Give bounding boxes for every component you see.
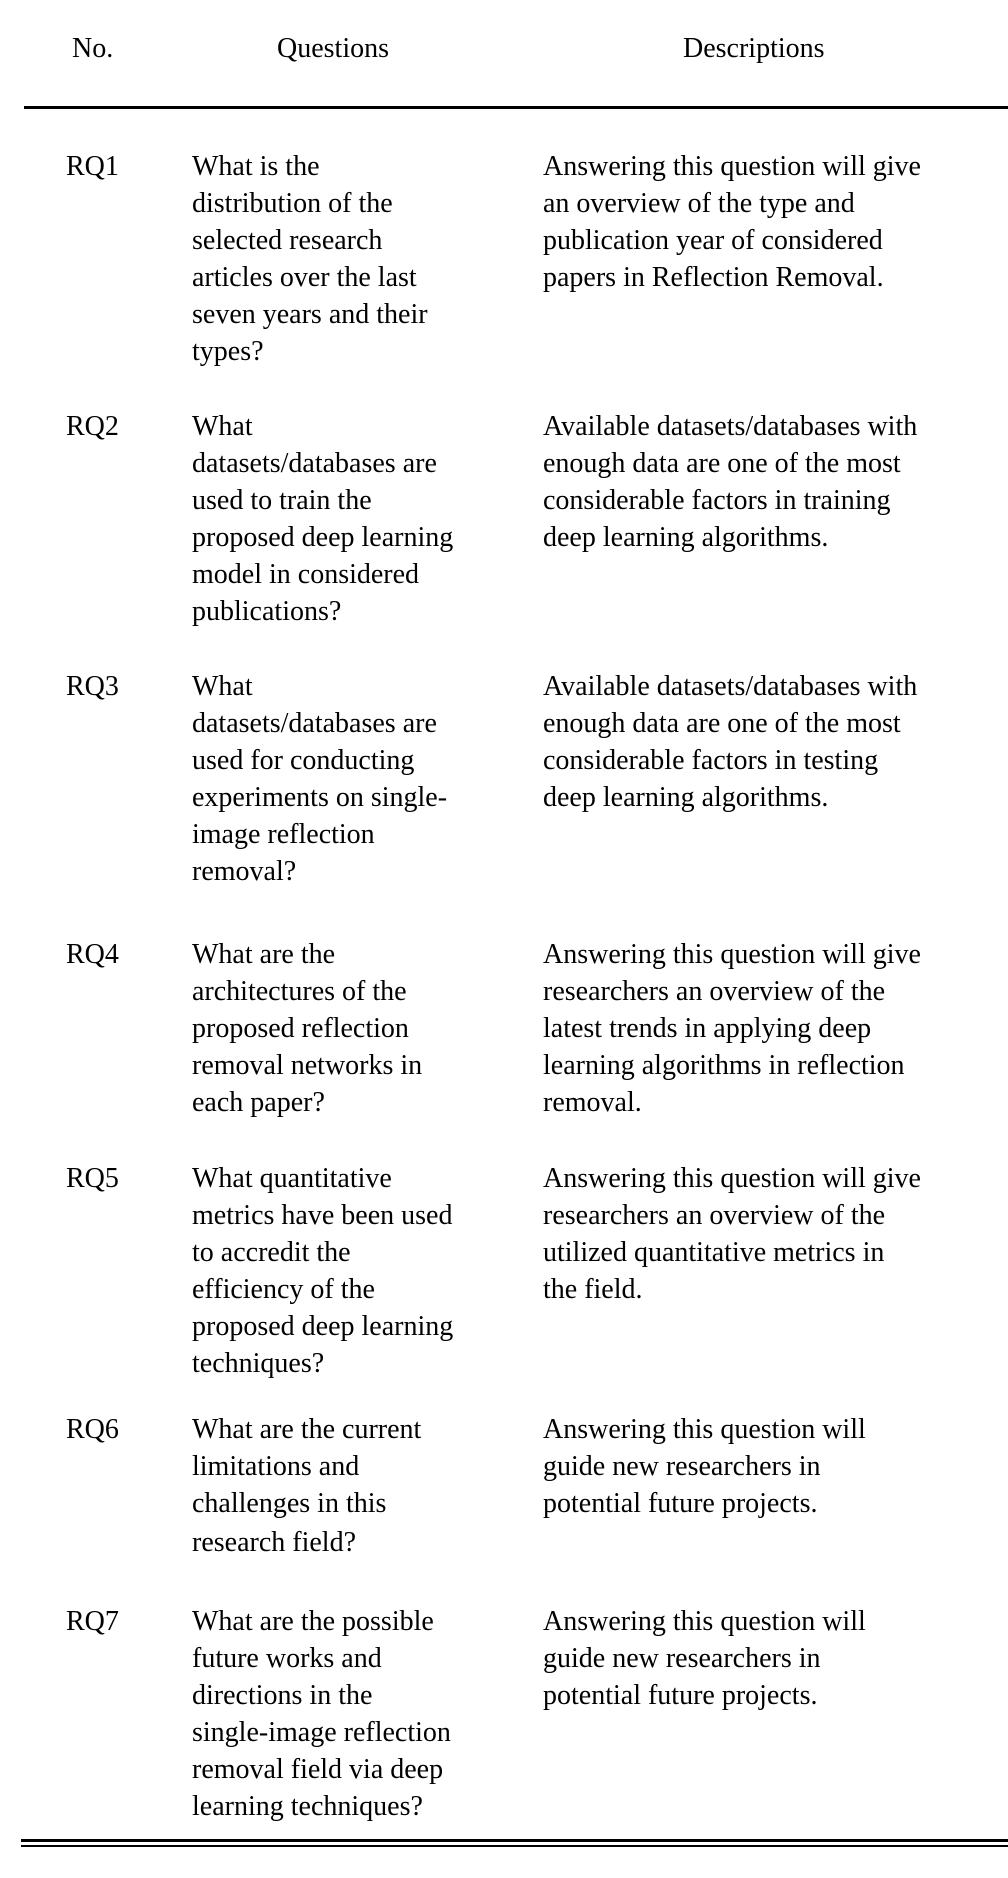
- question-cell: [192, 936, 512, 1121]
- description-line: considerable factors in testing: [543, 745, 879, 776]
- description-cell: [543, 1160, 1003, 1308]
- description-line: publication year of considered: [543, 225, 883, 256]
- header-questions: Questions: [277, 33, 389, 64]
- description-line: guide new researchers in: [543, 1643, 821, 1674]
- description-line: enough data are one of the most: [543, 448, 901, 479]
- question-line: to accredit the: [192, 1237, 351, 1268]
- header-rule: [24, 106, 1008, 109]
- description-line: Answering this question will give: [543, 1163, 921, 1194]
- question-line: selected research: [192, 225, 383, 256]
- question-line: proposed reflection: [192, 1013, 409, 1044]
- header-no: No.: [72, 33, 114, 64]
- question-line: used to train the: [192, 485, 372, 516]
- question-line: image reflection: [192, 819, 375, 850]
- description-line: researchers an overview of the: [543, 1200, 886, 1231]
- description-line: Answering this question will give: [543, 939, 921, 970]
- question-line: distribution of the: [192, 188, 393, 219]
- question-line: What: [192, 671, 253, 702]
- question-line: articles over the last: [192, 262, 417, 293]
- question-line: removal?: [192, 856, 297, 887]
- question-line: datasets/databases are: [192, 708, 437, 739]
- row-number: RQ1: [66, 151, 119, 182]
- question-line: learning techniques?: [192, 1791, 423, 1822]
- question-line: experiments on single-: [192, 782, 448, 813]
- description-line: enough data are one of the most: [543, 708, 901, 739]
- description-line: Answering this question will give: [543, 151, 921, 182]
- description-line: guide new researchers in: [543, 1451, 821, 1482]
- question-line: research field?: [192, 1527, 356, 1558]
- question-line: used for conducting: [192, 745, 415, 776]
- description-line: Available datasets/databases with: [543, 411, 918, 442]
- description-line: learning algorithms in reflection: [543, 1050, 905, 1081]
- question-cell: [192, 668, 512, 890]
- question-line: datasets/databases are: [192, 448, 437, 479]
- row-number: RQ2: [66, 411, 119, 442]
- description-line: utilized quantitative metrics in: [543, 1237, 885, 1268]
- question-cell: [192, 1160, 512, 1382]
- description-line: papers in Reflection Removal.: [543, 262, 884, 293]
- question-cell: [192, 148, 512, 370]
- question-cell: [192, 1603, 512, 1825]
- description-line: latest trends in applying deep: [543, 1013, 872, 1044]
- description-cell: [543, 936, 1003, 1121]
- header-descriptions: Descriptions: [683, 33, 825, 64]
- question-line: model in considered: [192, 559, 420, 590]
- question-line: metrics have been used: [192, 1200, 453, 1231]
- question-line: removal networks in: [192, 1050, 423, 1081]
- question-line: limitations and: [192, 1451, 360, 1482]
- question-line: removal field via deep: [192, 1754, 444, 1785]
- question-cell: [192, 1411, 512, 1561]
- question-line: proposed deep learning: [192, 1311, 454, 1342]
- row-number: RQ7: [66, 1606, 119, 1637]
- question-line: each paper?: [192, 1087, 325, 1118]
- question-line: efficiency of the: [192, 1274, 375, 1305]
- description-line: removal.: [543, 1087, 642, 1118]
- description-line: considerable factors in training: [543, 485, 891, 516]
- question-line: What are the: [192, 939, 336, 970]
- description-line: researchers an overview of the: [543, 976, 886, 1007]
- question-line: challenges in this: [192, 1488, 387, 1519]
- row-number: RQ3: [66, 671, 119, 702]
- bottom-rule-thin: [21, 1845, 1008, 1847]
- question-line: future works and: [192, 1643, 382, 1674]
- description-line: an overview of the type and: [543, 188, 855, 219]
- question-line: seven years and their: [192, 299, 428, 330]
- description-line: the field.: [543, 1274, 643, 1305]
- bottom-rule-thick: [21, 1839, 1008, 1842]
- description-line: potential future projects.: [543, 1680, 818, 1711]
- description-cell: [543, 148, 1003, 296]
- question-line: What is the: [192, 151, 320, 182]
- question-line: single-image reflection: [192, 1717, 451, 1748]
- description-line: Available datasets/databases with: [543, 671, 918, 702]
- question-line: proposed deep learning: [192, 522, 454, 553]
- question-line: What: [192, 411, 253, 442]
- description-line: deep learning algorithms.: [543, 782, 829, 813]
- description-cell: [543, 1603, 1003, 1714]
- row-number: RQ6: [66, 1414, 119, 1445]
- question-line: publications?: [192, 596, 342, 627]
- description-cell: [543, 668, 1003, 816]
- row-number: RQ5: [66, 1163, 119, 1194]
- question-line: techniques?: [192, 1348, 325, 1379]
- question-line: What are the possible: [192, 1606, 434, 1637]
- row-number: RQ4: [66, 939, 119, 970]
- description-line: potential future projects.: [543, 1488, 818, 1519]
- question-line: directions in the: [192, 1680, 373, 1711]
- description-cell: [543, 408, 1003, 556]
- description-line: Answering this question will: [543, 1414, 866, 1445]
- question-line: architectures of the: [192, 976, 407, 1007]
- question-line: types?: [192, 336, 264, 367]
- question-cell: [192, 408, 512, 630]
- description-line: deep learning algorithms.: [543, 522, 829, 553]
- description-line: Answering this question will: [543, 1606, 866, 1637]
- question-line: What quantitative: [192, 1163, 392, 1194]
- question-line: What are the current: [192, 1414, 422, 1445]
- description-cell: [543, 1411, 1003, 1522]
